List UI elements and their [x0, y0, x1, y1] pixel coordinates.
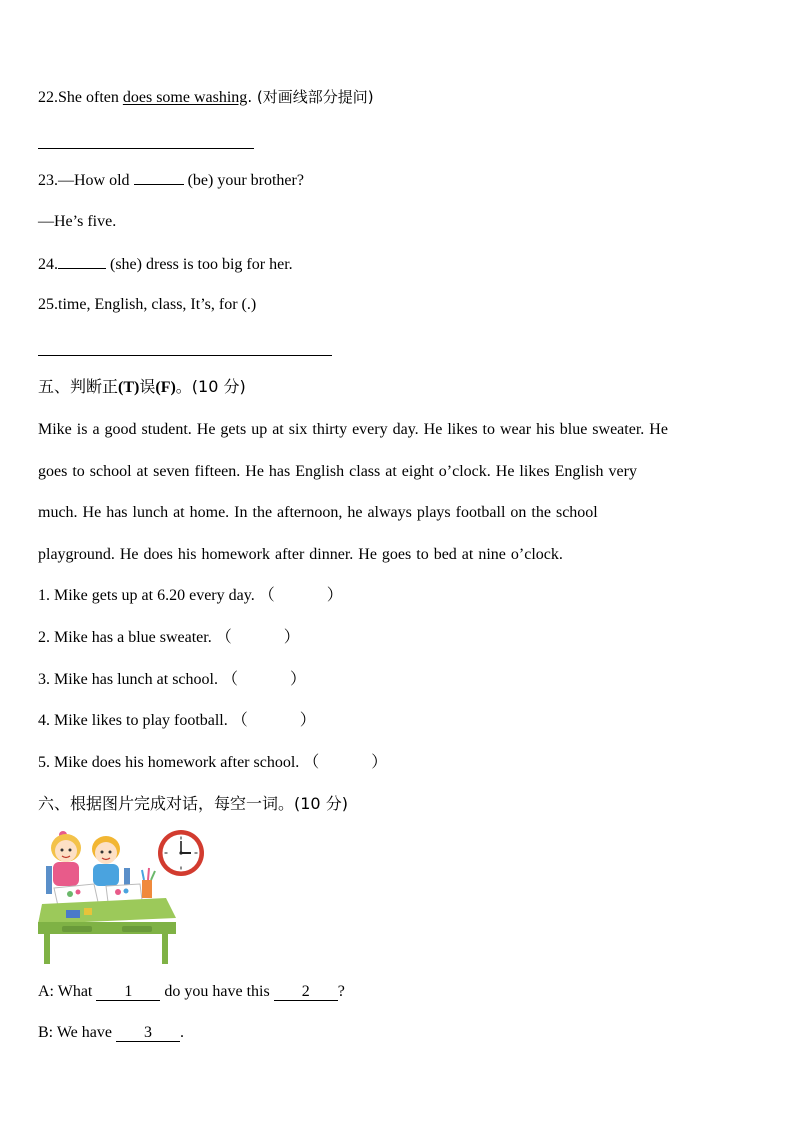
tf-statement: 3. Mike has lunch at school. — [38, 671, 218, 688]
girl-figure — [51, 831, 81, 886]
answer-bracket-close[interactable]: ） — [371, 754, 388, 771]
reading-passage — [38, 409, 758, 576]
question-23 — [38, 170, 304, 191]
tf-item-3 — [38, 670, 306, 690]
dialogue-text: do you have this — [160, 983, 274, 1000]
dialogue-text: . — [179, 1024, 184, 1041]
question-number: 25. — [38, 296, 58, 313]
heading-t: (T) — [118, 379, 140, 396]
tf-item-5 — [38, 753, 387, 773]
desk — [38, 898, 176, 964]
question-22 — [38, 87, 374, 108]
answer-blank-2[interactable]: 2 — [274, 984, 338, 1001]
tf-statement: 1. Mike gets up at 6.20 every day. — [38, 587, 255, 604]
underlined-phrase: does some washing — [122, 89, 248, 106]
question-25 — [38, 295, 256, 315]
dialogue-text: B: We have — [38, 1024, 116, 1041]
answer-line-22[interactable] — [38, 148, 254, 149]
instruction-text: . (对画线部分提问) — [247, 88, 374, 106]
heading-f: (F) — [155, 379, 176, 396]
answer-bracket-open[interactable]: （ — [231, 712, 248, 729]
tf-statement: 4. Mike likes to play football. — [38, 712, 228, 729]
kids-drawing-illustration — [36, 826, 212, 968]
answer-bracket-close[interactable]: ） — [283, 629, 300, 646]
dialogue-text: A: What — [38, 983, 97, 1000]
passage-line: goes to school at seven fifteen. He has English class at eight o’clock. He likes English very — [38, 462, 637, 480]
clock-icon — [158, 830, 204, 876]
question-number: 22. — [38, 89, 58, 106]
answer-line-25[interactable] — [38, 355, 332, 356]
answer-bracket-open[interactable]: （ — [258, 587, 275, 604]
answer-bracket-open[interactable]: （ — [221, 671, 238, 688]
tf-statement: 5. Mike does his homework after school. — [38, 754, 300, 771]
sentence-text: (be) your brother? — [183, 172, 304, 189]
answer-blank-3[interactable]: 3 — [116, 1025, 180, 1042]
dialogue-text: ? — [337, 983, 345, 1000]
heading-text: 误 — [139, 377, 156, 396]
answer-bracket-open[interactable]: （ — [303, 754, 320, 771]
passage-line: much. He has lunch at home. In the afternoon, he always plays football on the school — [38, 504, 598, 522]
question-23-reply: —He’s five. — [38, 213, 117, 230]
passage-line: playground. He does his homework after dinner. He goes to bed at nine o’clock. — [38, 546, 563, 564]
answer-blank-1[interactable]: 1 — [96, 984, 160, 1001]
answer-blank-24[interactable] — [58, 254, 106, 269]
section-6-heading: 六、根据图片完成对话，每空一词。(10 分) — [38, 794, 348, 813]
question-24 — [38, 254, 293, 275]
tf-item-2 — [38, 628, 300, 648]
answer-bracket-close[interactable]: ） — [289, 671, 306, 688]
question-number: 24. — [38, 256, 58, 273]
answer-bracket-open[interactable]: （ — [215, 629, 232, 646]
boy-figure — [92, 836, 120, 886]
dialogue-line-a — [38, 982, 345, 1002]
passage-line: Mike is a good student. He gets up at six thirty every day. He likes to wear his blue sweater. He — [38, 421, 668, 438]
tf-statement: 2. Mike has a blue sweater. — [38, 629, 212, 646]
section-5-heading — [38, 377, 246, 398]
answer-blank-23[interactable] — [134, 170, 184, 185]
answer-bracket-close[interactable]: ） — [326, 587, 343, 604]
sentence-text: She often — [58, 89, 123, 106]
dialogue-line-b — [38, 1023, 184, 1043]
answer-bracket-close[interactable]: ） — [299, 712, 316, 729]
tf-item-1 — [38, 586, 343, 606]
heading-score: 。(10 分) — [175, 377, 246, 396]
tf-item-4 — [38, 711, 316, 731]
heading-text: 五、判断正 — [38, 377, 119, 396]
question-number: 23. — [38, 172, 58, 189]
sentence-text: (she) dress is too big for her. — [106, 256, 293, 273]
sentence-text: —How old — [58, 172, 134, 189]
scrambled-words: time, English, class, It’s, for (.) — [58, 296, 257, 313]
